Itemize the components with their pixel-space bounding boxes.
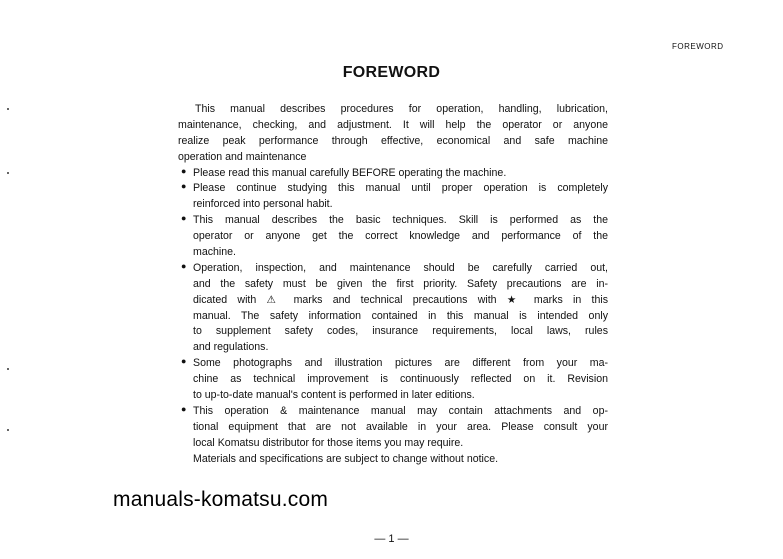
bullet-item xyxy=(181,213,608,261)
bullet-icon: ● xyxy=(181,213,187,224)
text-line: tional equipment that are not available in your area. Please consult your xyxy=(193,420,608,433)
bullet-icon: ● xyxy=(181,403,187,414)
page-title: FOREWORD xyxy=(342,64,441,81)
text-line: Please continue studying this manual until proper operation is completely xyxy=(193,182,608,195)
text-line: Materials and specifications are subject to change without notice. xyxy=(193,452,499,465)
page-number: — 1 — xyxy=(374,533,409,545)
bullet-icon: ● xyxy=(181,356,187,367)
bullet-item xyxy=(181,356,608,404)
text-line: maintenance, checking, and adjustment. It will help the operator or anyone xyxy=(178,118,608,131)
paragraph xyxy=(193,452,608,468)
bullet-icon: ● xyxy=(181,165,187,176)
scan-mark xyxy=(7,368,9,370)
scan-mark xyxy=(7,108,9,110)
foreword-body xyxy=(178,102,608,467)
bullet-item xyxy=(181,181,608,213)
text-line: to up-to-date manual's content is performed in later editions. xyxy=(193,389,475,402)
text-line: machine. xyxy=(193,246,236,259)
bullet-item xyxy=(181,403,608,452)
paragraph xyxy=(178,102,608,166)
text-line: manual. The safety information contained in this manual is intended only xyxy=(193,309,608,322)
text-line: and regulations. xyxy=(193,341,269,354)
text-line: operator or anyone get the correct knowledge and performance of the xyxy=(193,230,608,243)
scan-mark xyxy=(7,429,9,431)
text-line: to supplement safety codes, insurance requirements, local laws, rules xyxy=(193,325,608,338)
text-line: dicated with ⚠ marks and technical precautions with ★ marks in this xyxy=(193,293,608,306)
bullet-item xyxy=(181,165,608,182)
text-line: operation and maintenance xyxy=(178,150,307,163)
running-header: FOREWORD xyxy=(672,42,724,51)
bullet-icon: ● xyxy=(181,260,187,271)
text-line: This manual describes procedures for operation, handling, lubrication, xyxy=(195,103,608,115)
text-line: Some photographs and illustration pictures are different from your ma- xyxy=(193,357,608,370)
text-line: local Komatsu distributor for those items you may require. xyxy=(193,436,464,449)
bullet-icon: ● xyxy=(181,181,187,192)
text-line: This operation & maintenance manual may contain attachments and op- xyxy=(193,404,608,417)
text-line: realize peak performance through effective, economical and safe machine xyxy=(178,134,608,147)
bullet-item xyxy=(181,260,608,356)
scan-mark xyxy=(7,172,9,174)
text-line: chine as technical improvement is continuously reflected on it. Revision xyxy=(193,373,608,386)
text-line: and the safety must be given the first priority. Safety precautions are in- xyxy=(193,277,608,290)
text-line: This manual describes the basic techniques. Skill is performed as the xyxy=(193,214,608,227)
text-line: reinforced into personal habit. xyxy=(193,198,333,211)
watermark: manuals-komatsu.com xyxy=(113,488,329,511)
text-line: Please read this manual carefully BEFORE operating the machine. xyxy=(193,166,507,179)
text-line: Operation, inspection, and maintenance should be carefully carried out, xyxy=(193,261,608,274)
